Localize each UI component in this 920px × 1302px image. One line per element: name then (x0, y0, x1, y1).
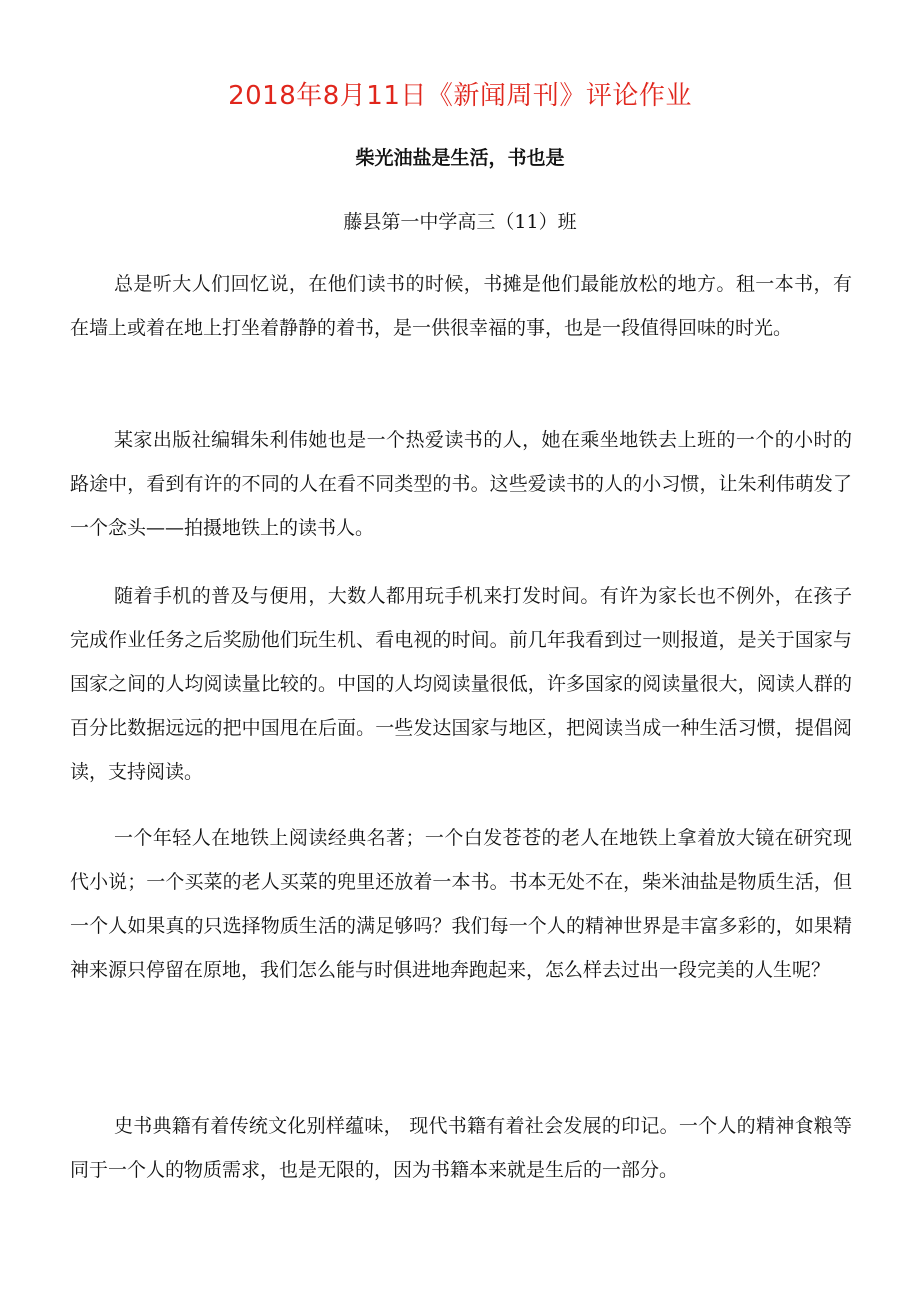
page-title: 2018年8月11日《新闻周刊》评论作业 (228, 81, 692, 111)
author-byline: 藤县第一中学高三（11）班 (343, 211, 577, 233)
paragraph-2: 某家出版社编辑朱利伟她也是一个热爱读书的人，她在乘坐地铁去上班的一个的小时的路途中，看到有许的不同的人在看不同类型的书。这些爱读书的人的小习惯，让朱利伟萌发了一个念头——拍摄地铁上的读书人。 (70, 429, 852, 539)
article-title: 柴光油盐是生活，书也是 (355, 147, 565, 169)
paragraph-4: 一个年轻人在地铁上阅读经典名著；一个白发苍苍的老人在地铁上拿着放大镜在研究现代小说；一个买菜的老人买菜的兜里还放着一本书。书本无处不在，柴米油盐是物质生活，但一个人如果真的只选择物质生活的满足够吗？我们每一个人的精神世界是丰富多彩的，如果精神来源只停留在原地，我们怎么能与时俱进地奔跑起来，怎么样去过出一段完美的人生呢？ (70, 827, 852, 981)
paragraph-3: 随着手机的普及与便用，大数人都用玩手机来打发时间。有许为家长也不例外，在孩子完成作业任务之后奖励他们玩生机、看电视的时间。前几年我看到过一则报道，是关于国家与国家之间的人均阅读量比较的。中国的人均阅读量很低，许多国家的阅读量很大，阅读人群的百分比数据远远的把中国甩在后面。一些发达国家与地区，把阅读当成一种生活习惯，提倡阅读，支持阅读。 (70, 585, 852, 783)
paragraph-1: 总是听大人们回忆说，在他们读书的时候，书摊是他们最能放松的地方。租一本书，有在墙上或着在地上打坐着静静的着书，是一供很幸福的事，也是一段值得回味的时光。 (70, 273, 852, 339)
paragraph-5: 史书典籍有着传统文化别样蕴味， 现代书籍有着社会发展的印记。一个人的精神食粮等同于一个人的物质需求，也是无限的，因为书籍本来就是生后的一部分。 (70, 1115, 852, 1181)
